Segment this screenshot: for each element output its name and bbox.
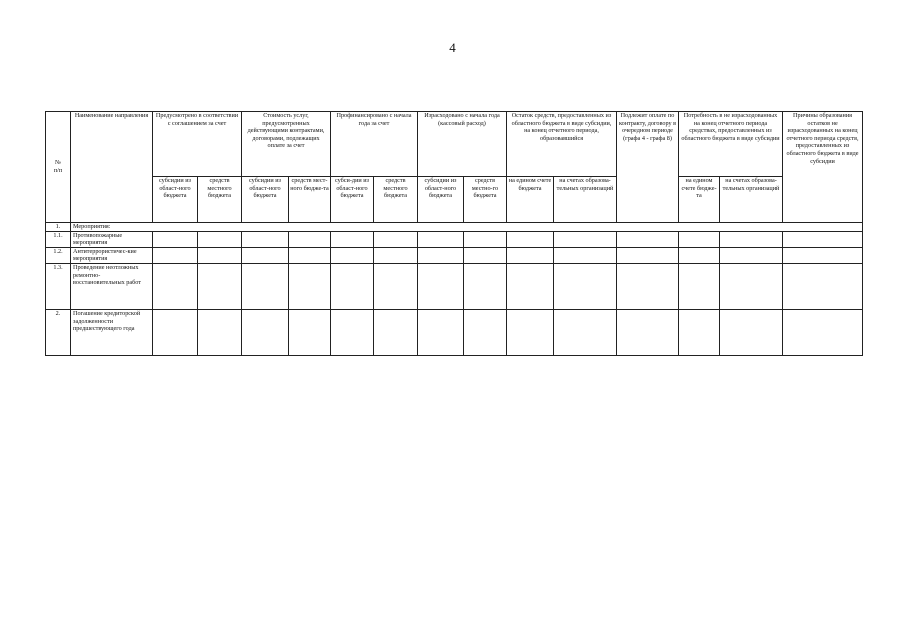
- row-num: 1.3.: [46, 263, 71, 309]
- header-num: № п/п: [46, 112, 71, 223]
- table-row: [46, 263, 863, 309]
- header-group-spent: Израсходовано с начала года (кассовый расход): [418, 112, 507, 177]
- row-name: Противопожарные мероприятия: [71, 231, 153, 247]
- header-group-need: Потребность в не израсходованных на конец отчетного периода средствах, предоставленных из областного бюджета в виде субсидии: [679, 112, 783, 177]
- subheader-cell: средств местного бюджета: [198, 177, 242, 223]
- header-group-agreement: Предусмотрено в соответствии с соглашением за счет: [153, 112, 242, 177]
- row-num: 1.1.: [46, 231, 71, 247]
- row-name: Погашение кредиторской задолженности предшествующего года: [71, 309, 153, 355]
- subheader-cell: субси-дии из област-ного бюджета: [331, 177, 374, 223]
- subheader-cell: субсидии из област-ного бюджета: [242, 177, 289, 223]
- header-reasons: Причины образования остатков не израсходованных на конец отчетного периода средств, предоставленных из областного бюджета в виде субсидии: [783, 112, 863, 223]
- subheader-cell: средств местно-го бюджета: [464, 177, 507, 223]
- header-row-main: [46, 112, 863, 177]
- table-row: [46, 247, 863, 263]
- subheader-cell: средств мест-ного бюдже-та: [289, 177, 331, 223]
- row-num: 1.2.: [46, 247, 71, 263]
- table-row: [46, 223, 863, 232]
- subheader-cell: субсидии из област-ного бюджета: [153, 177, 198, 223]
- header-group-balance: Остаток средств, предоставленных из областного бюджета в виде субсидии, на конец отчетного периода, образовавшийся: [507, 112, 617, 177]
- header-payable: Подлежит оплате по контракту, договору в очередном периоде (графа 4 - графа 8): [617, 112, 679, 223]
- header-row-sub: [46, 177, 863, 223]
- header-group-financed: Профинансировано с начала года за счет: [331, 112, 418, 177]
- subheader-cell: субсидии из област-ного бюджета: [418, 177, 464, 223]
- subheader-cell: на счетах образова-тельных организаций: [720, 177, 783, 223]
- row-num: 2.: [46, 309, 71, 355]
- table-row: [46, 231, 863, 247]
- report-table: [45, 111, 863, 356]
- subheader-cell: на едином счете бюдже-та: [679, 177, 720, 223]
- table-row: [46, 309, 863, 355]
- header-name: Наименование направления: [71, 112, 153, 223]
- subheader-cell: на едином счете бюджета: [507, 177, 554, 223]
- subheader-cell: средств местного бюджета: [374, 177, 418, 223]
- row-name: Проведение неотложных ремонтно-восстановительных работ: [71, 263, 153, 309]
- page-number: 4: [449, 40, 456, 55]
- row-num: 1.: [46, 223, 71, 232]
- row-name: Антитеррористичес-кие мероприятия: [71, 247, 153, 263]
- row-name: Мероприятия:: [71, 223, 863, 232]
- header-group-contracts: Стоимость услуг, предусмотренных действующими контрактами, договорами, подлежащих оплате за счет: [242, 112, 331, 177]
- subheader-cell: на счетах образова-тельных организаций: [554, 177, 617, 223]
